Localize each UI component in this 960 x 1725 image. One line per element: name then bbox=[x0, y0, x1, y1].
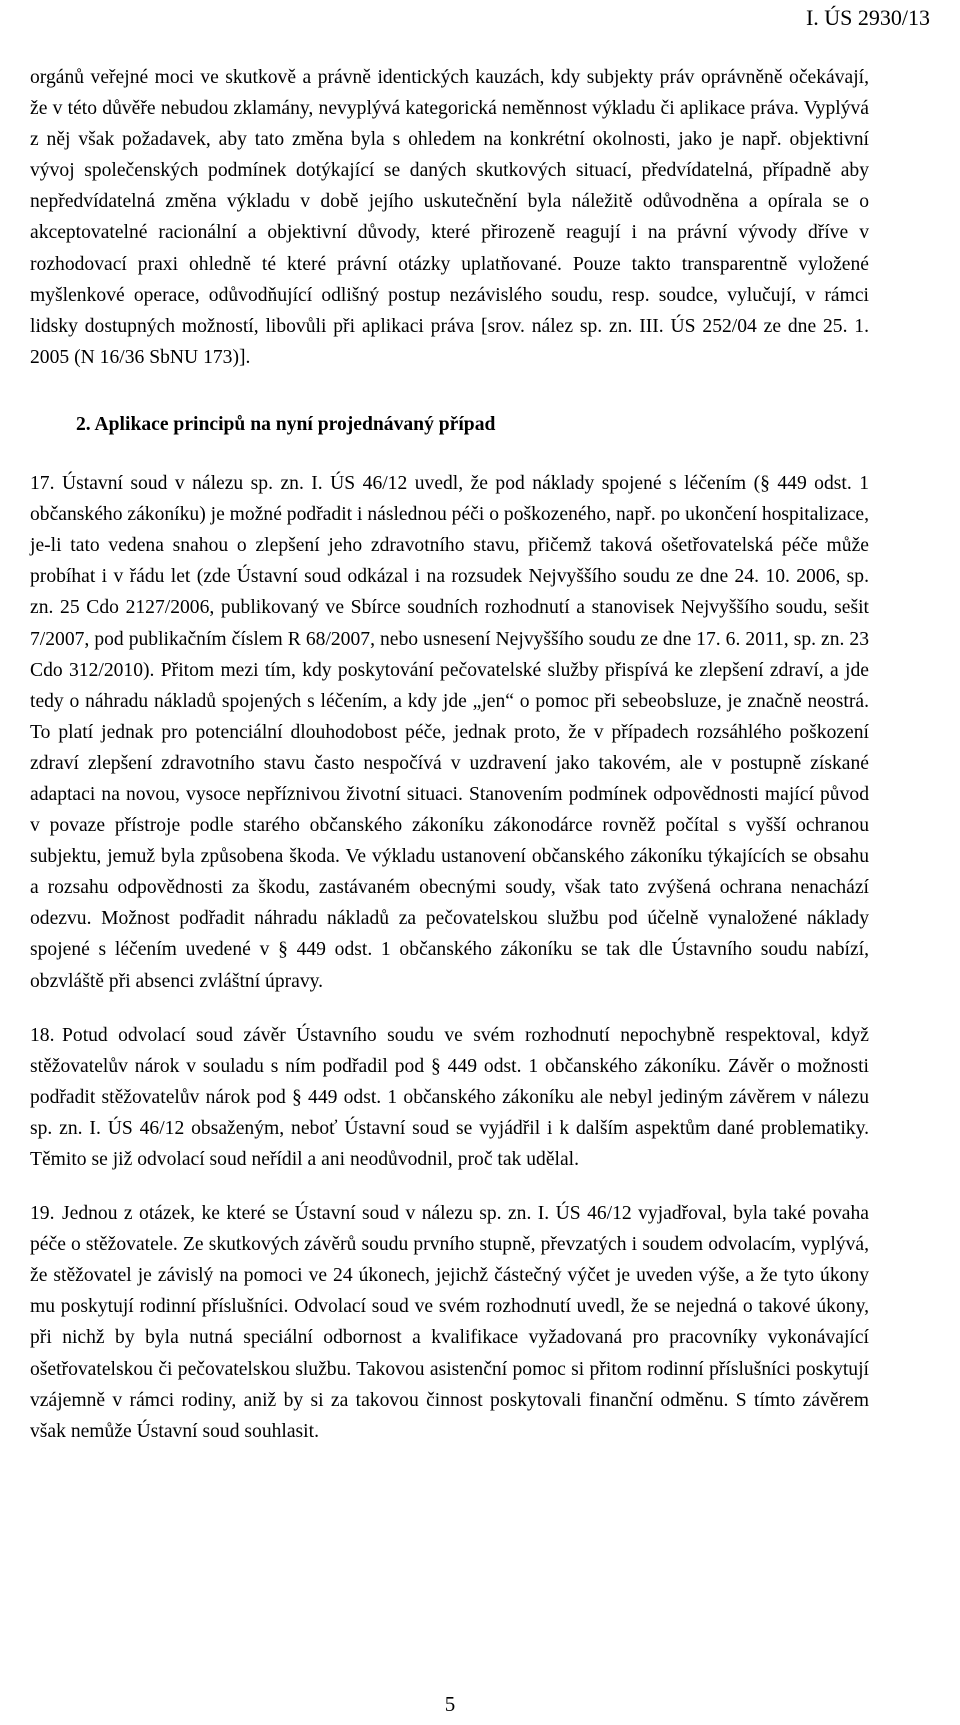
paragraph-text: Potud odvolací soud závěr Ústavního soudu ve svém rozhodnutí nepochybně respektoval, když stěžovatelův nárok v souladu s ním podřadil pod § 449 odst. 1 občanského zákoníku. Závěr o možnosti podřadit stěžovatelův nárok pod § 449 odst. 1 občanského zákoníku ale nebyl jediným závěrem v nálezu sp. zn. I. ÚS 46/12 obsaženým, neboť Ústavní soud se vyjádřil i k dalším aspektům dané problematiky. Těmito se již odvolací soud neřídil a ani neodůvodnil, proč tak udělal. bbox=[30, 1024, 869, 1170]
paragraph-18 bbox=[30, 1020, 869, 1175]
paragraph-19 bbox=[30, 1198, 869, 1447]
page-number: 5 bbox=[444, 1692, 456, 1716]
paragraph-17 bbox=[30, 468, 869, 997]
paragraph-text: Ústavní soud v nálezu sp. zn. I. ÚS 46/12 uvedl, že pod náklady spojené s léčením (§ 449 odst. 1 občanského zákoníku) je možné podřadit i následnou péči o poškozeného, např. po ukončení hospitalizace, je-li tato vedena snahou o zlepšení jeho zdravotního stavu, přičemž taková ošetřovatelská péče může probíhat i v řádu let (zde Ústavní soud odkázal i na rozsudek Nejvyššího soudu ze dne 24. 10. 2006, sp. zn. 25 Cdo 2127/2006, publikovaný ve Sbírce soudních rozhodnutí a stanovisek Nejvyššího soudu, sešit 7/2007, pod publikačním číslem R 68/2007, nebo usnesení Nejvyššího soudu ze dne 17. 6. 2011, sp. zn. 23 Cdo 312/2010). Přitom mezi tím, kdy poskytování pečovatelské služby přispívá ke zlepšení zdraví, a jde tedy o náhradu nákladů spojených s léčením, a kdy jde „jen“ o pomoc při sebeobsluze, je značně neostrá. To platí jednak pro potenciální dlouhodobost péče, jednak proto, že v případech rozsáhlého poškození zdraví zlepšení zdravotního stavu často nespočívá v uzdravení jako takovém, ale v postupně získané adaptaci na novou, vysoce nepříznivou životní situaci. Stanovením podmínek odpovědnosti mající původ v povaze přístroje podle starého občanského zákoníku zákonodárce rovněž počítal s vyšší ochranou subjektu, jemuž byla způsobena škoda. Ve výkladu ustanovení občanského zákoníku týkajících se obsahu a rozsahu odpovědnosti za škodu, zastávaném obecnými soudy, však tato zvýšená ochrana nenachází odezvu. Možnost podřadit náhradu nákladů za pečovatelskou službu pod účelně vynaložené náklady spojené s léčením uvedené v § 449 odst. 1 občanského zákoníku se tak dle Ústavního soudu nabízí, obzvláště při absenci zvláštní úpravy. bbox=[30, 473, 870, 992]
paragraph-text: Jednou z otázek, ke které se Ústavní soud v nálezu sp. zn. I. ÚS 46/12 vyjadřoval, byla také povaha péče o stěžovatele. Ze skutkových závěrů soudu prvního stupně, převzatých i soudem odvolacím, vyplývá, že stěžovatel je závislý na pomoci ve 24 úkonech, jejichž částečný výčet je uveden výše, a že tyto úkony mu poskytují rodinní příslušníci. Odvolací soud ve svém rozhodnutí uvedl, že se nejedná o takové úkony, při nichž by byla nutná speciální odbornost a kvalifikace vyžadovaná pro pracovníky vykonávající ošetřovatelskou či pečovatelskou službu. Takovou asistenční pomoc si přitom rodinní příslušníci poskytují vzájemně v rámci rodiny, aniž by si za takovou činnost poskytovali finanční odměnu. S tímto závěrem však nemůže Ústavní soud souhlasit. bbox=[30, 1203, 869, 1442]
paragraph-number: 19. bbox=[30, 1203, 55, 1225]
case-reference: I. ÚS 2930/13 bbox=[805, 5, 930, 30]
continuation-paragraph: orgánů veřejné moci ve skutkově a právně identických kauzách, kdy subjekty práv oprávněně očekávají, že v této důvěře nebudou zklamány, nevyplývá kategorická neměnnost výkladu či aplikace práva. Vyplývá z něj však požadavek, aby tato změna byla s ohledem na konkrétní okolnosti, jako je např. objektivní vývoj společenských podmínek dotýkající se daných skutkových situací, předvídatelná, případně aby nepředvídatelná změna výkladu v době jejího uskutečnění byla náležitě odůvodněna a opírala se o akceptovatelné racionální a objektivní důvody, které přirozeně reagují i na právní vývody dříve v rozhodovací praxi ohledně té které právní otázky uplatňované. Pouze takto transparentně vyložené myšlenkové operace, odůvodňující odlišný postup nezávislého soudu, resp. soudce, vylučují, v rámci lidsky dostupných možností, libovůli při aplikaci práva [srov. nález sp. zn. III. ÚS 252/04 ze dne 25. 1. 2005 (N 16/36 SbNU 173)]. bbox=[30, 67, 869, 368]
document-body bbox=[30, 62, 869, 1470]
paragraph-number: 18. bbox=[30, 1024, 55, 1046]
section-heading: 2. Aplikace principů na nyní projednávaný případ bbox=[76, 413, 496, 435]
paragraph-number: 17. bbox=[30, 473, 55, 495]
